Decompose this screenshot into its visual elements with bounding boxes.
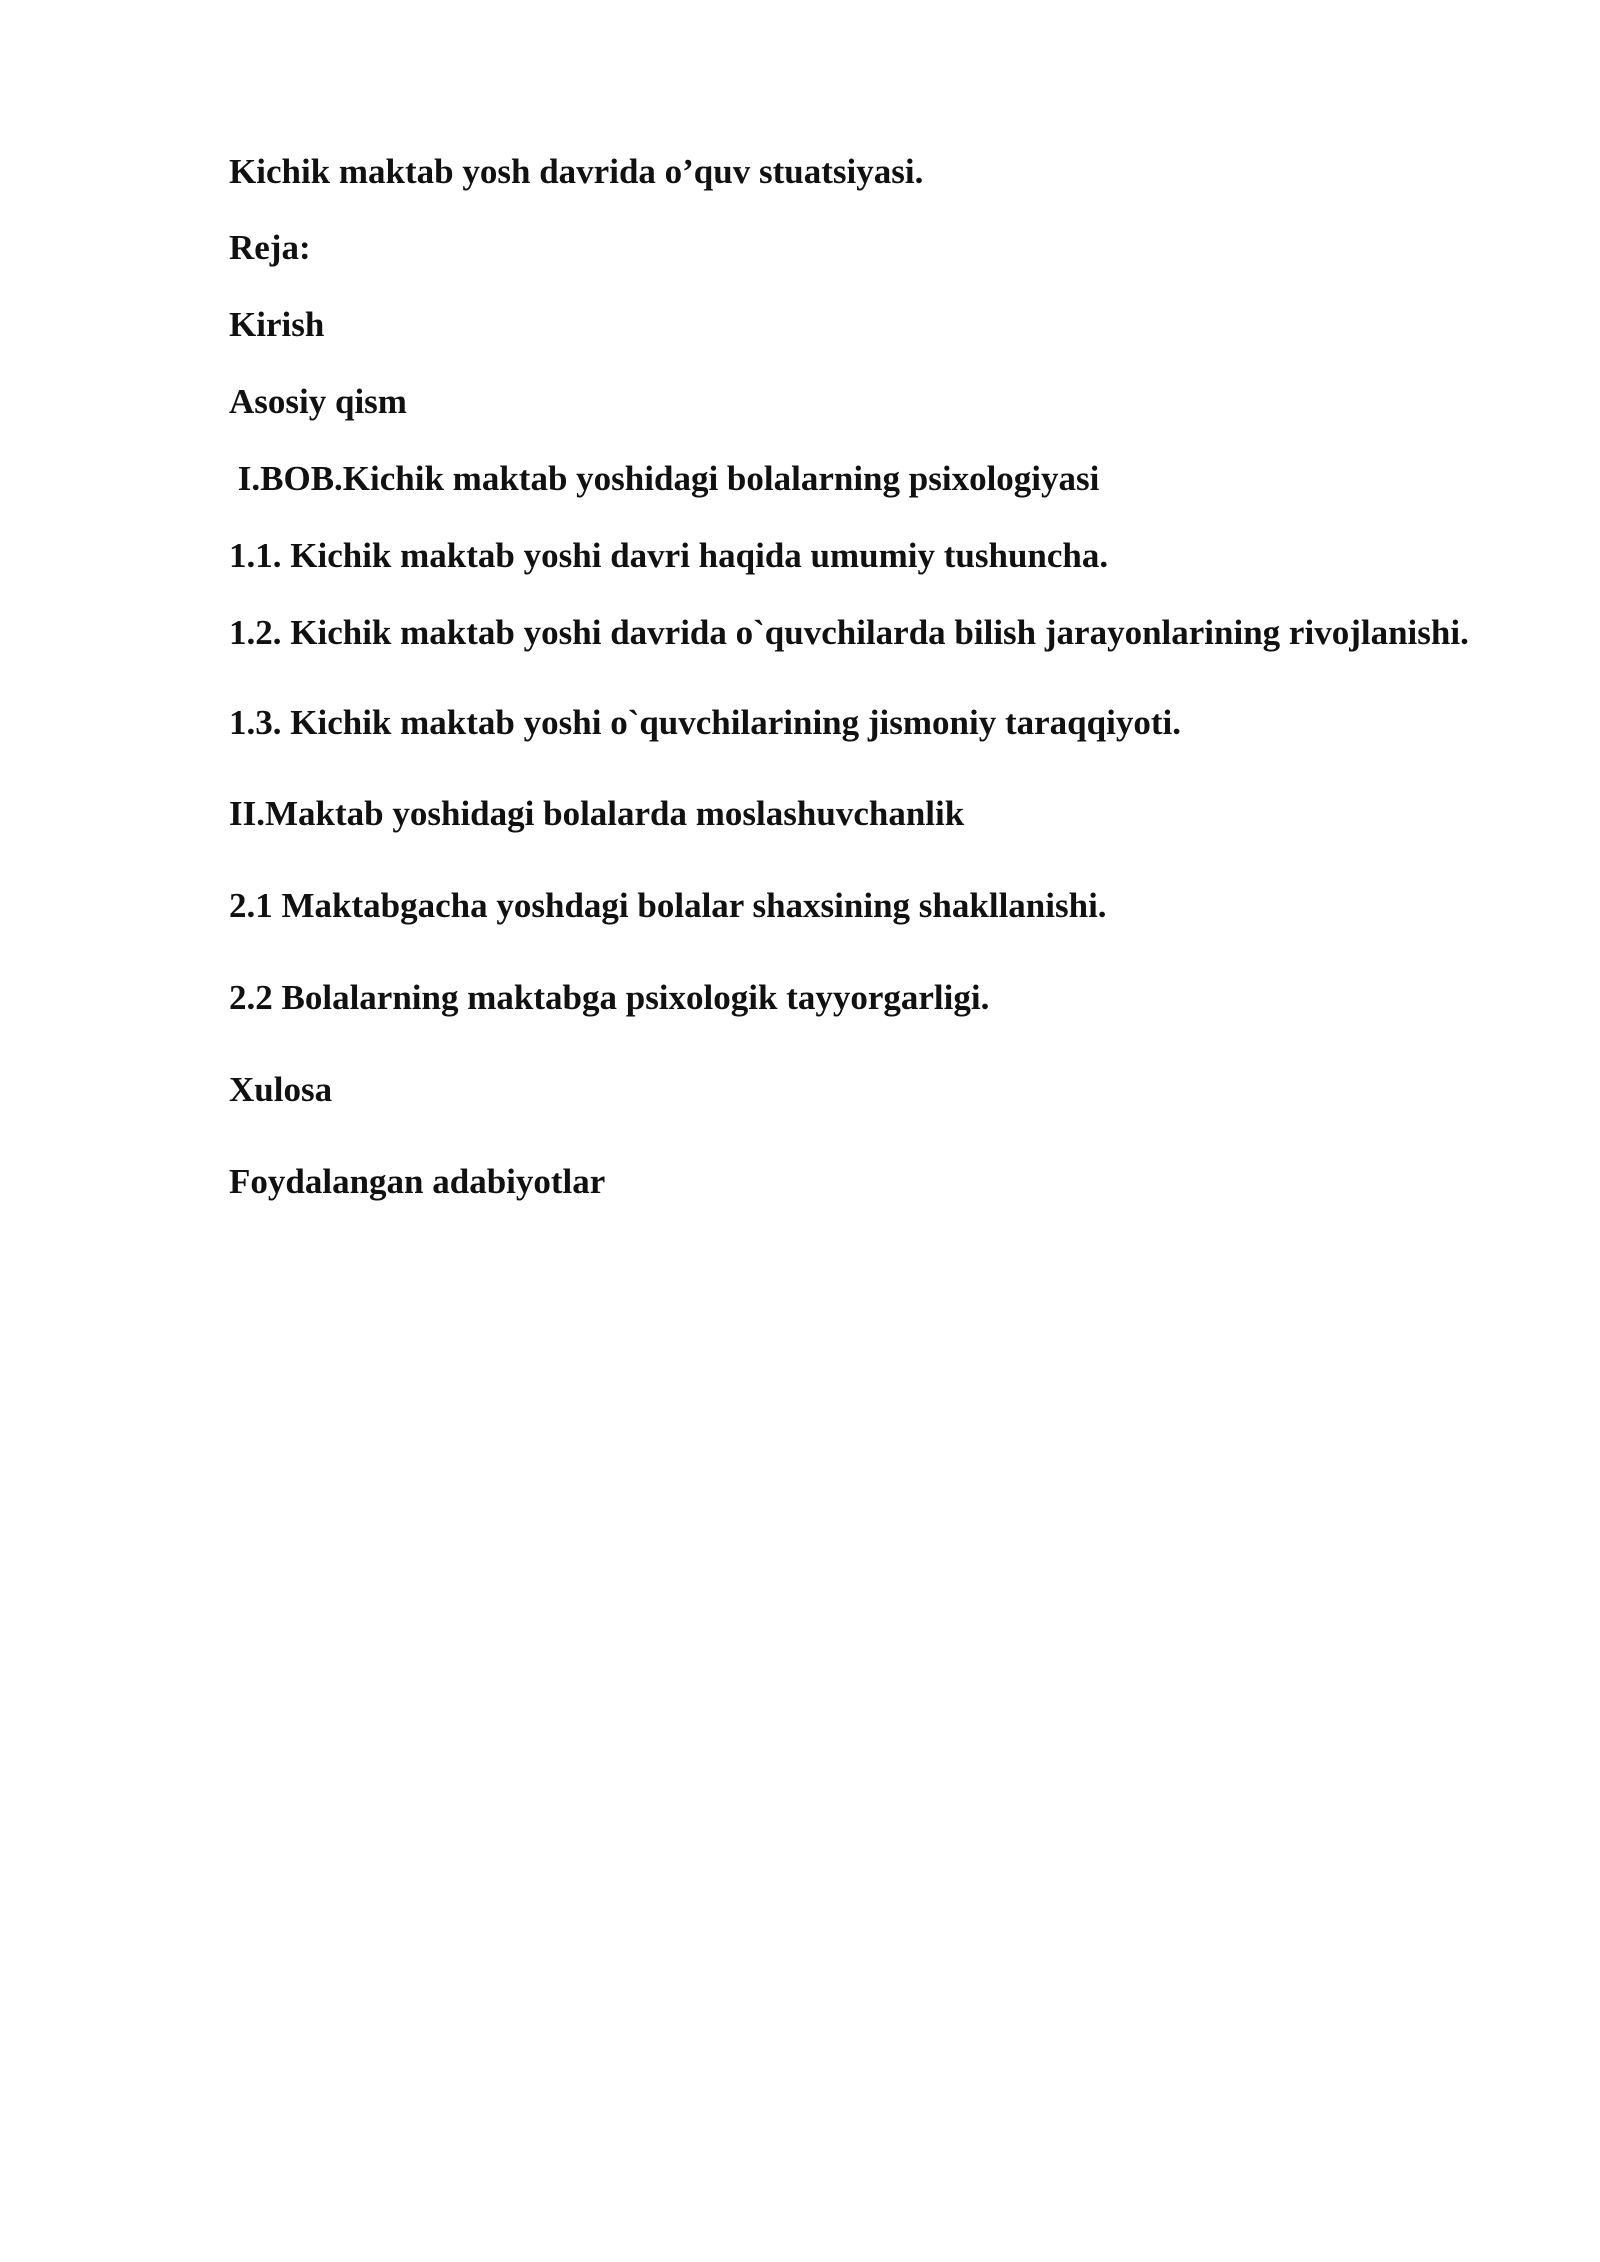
plan-label: Reja: (229, 228, 311, 267)
plan-item-conclusion: Xulosa (229, 1070, 333, 1109)
plan-item-section-2-1: 2.1 Maktabgacha yoshdagi bolalar shaxsining shakllanishi. (229, 886, 1107, 925)
plan-item-chapter-1: I.BOB.Kichik maktab yoshidagi bolalarning psixologiyasi (229, 459, 1100, 498)
plan-item-main-part: Asosiy qism (229, 382, 407, 421)
plan-item-section-1-3: 1.3. Kichik maktab yoshi o`quvchilarining jismoniy taraqqiyoti. (229, 703, 1181, 742)
document-content (229, 148, 1487, 1206)
plan-item-section-2-2: 2.2 Bolalarning maktabga psixologik tayyorgarligi. (229, 978, 990, 1017)
plan-item-introduction: Kirish (229, 305, 325, 344)
plan-item-chapter-2: II.Maktab yoshidagi bolalarda moslashuvchanlik (229, 794, 965, 833)
plan-item-section-1-1: 1.1. Kichik maktab yoshi davri haqida umumiy tushuncha. (229, 536, 1109, 575)
document-title: Kichik maktab yosh davrida o’quv stuatsiyasi. (229, 152, 924, 191)
plan-item-section-1-2: 1.2. Kichik maktab yoshi davrida o`quvchilarda bilish jarayonlarining rivojlanishi. (229, 613, 1469, 652)
plan-item-references: Foydalangan adabiyotlar (229, 1162, 606, 1201)
